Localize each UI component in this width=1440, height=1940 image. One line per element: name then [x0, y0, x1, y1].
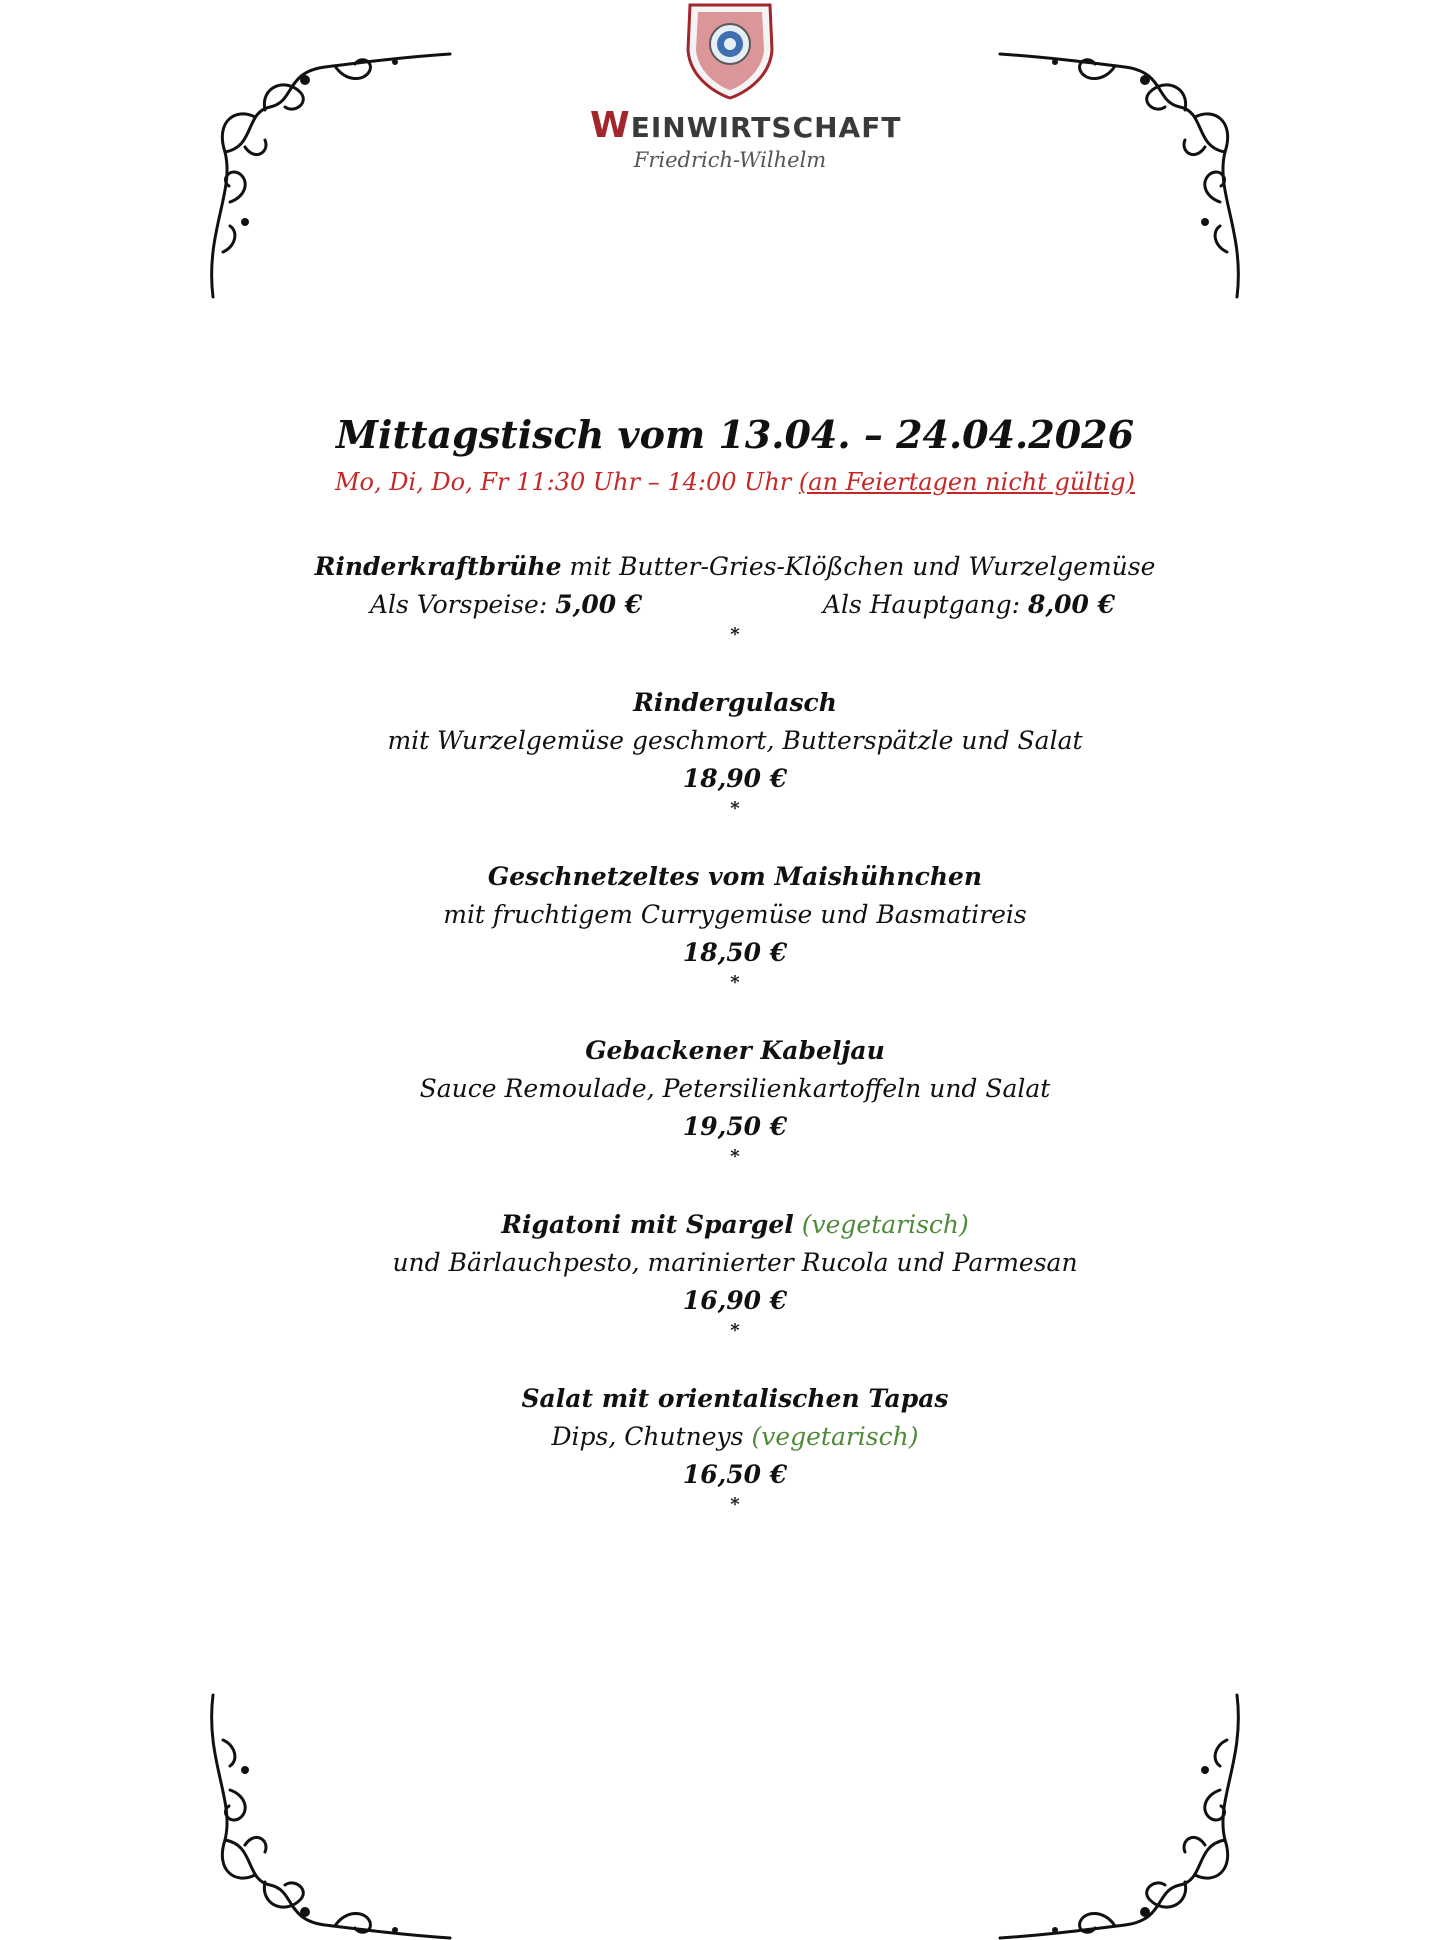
opening-hours [220, 464, 1250, 500]
dish-price: 18,50 € [682, 938, 788, 967]
holiday-note: (an Feiertagen nicht gültig) [798, 468, 1136, 496]
separator-star: * [730, 972, 740, 993]
main-label: Als Hauptgang: [822, 590, 1021, 619]
dish-name: Rindergulasch [633, 688, 837, 717]
separator-star: * [730, 1494, 740, 1515]
dish-description: und Bärlauchpesto, marinierter Rucola und Parmesan [392, 1248, 1078, 1277]
main-price: 8,00 € [1028, 590, 1115, 619]
dish-name: Rigatoni mit Spargel [501, 1210, 794, 1239]
dish-name: Salat mit orientalischen Tapas [521, 1384, 949, 1413]
menu-item [220, 1032, 1250, 1168]
brand-subtitle: Friedrich-Wilhelm [633, 148, 827, 172]
dish-title-line [220, 1206, 1250, 1244]
separator-star: * [730, 624, 740, 645]
starter-price: 5,00 € [555, 590, 643, 619]
dish-price: 19,50 € [682, 1112, 788, 1141]
dish-name: Gebackener Kabeljau [585, 1036, 885, 1065]
dish-name: Geschnetzeltes vom Maishühnchen [487, 862, 983, 891]
dish-price: 16,50 € [682, 1460, 788, 1489]
starter-price-group [370, 586, 642, 624]
dish-name: Rinderkraftbrühe [314, 552, 562, 581]
dish-price: 16,90 € [682, 1286, 788, 1315]
brand-name [590, 105, 902, 146]
menu-item [220, 1206, 1250, 1342]
vegetarian-tag: (vegetarisch) [801, 1210, 969, 1239]
separator-star: * [730, 1146, 740, 1167]
menu-item [220, 858, 1250, 994]
vegetarian-tag: (vegetarisch) [751, 1422, 919, 1451]
starter-label: Als Vorspeise: [370, 590, 548, 619]
brand-rest: EINWIRTSCHAFT [630, 111, 902, 144]
menu-item [220, 1380, 1250, 1516]
menu-content [220, 410, 1250, 1516]
restaurant-logo [590, 0, 902, 190]
soup-item [220, 548, 1250, 646]
opening-hours-text: Mo, Di, Do, Fr 11:30 Uhr – 14:00 Uhr [334, 468, 792, 496]
menu-title: Mittagstisch vom 13.04. – 24.04.2026 [335, 412, 1135, 457]
dish-description: mit Butter-Gries-Klößchen und Wurzelgemüse [569, 552, 1156, 581]
crest-icon [680, 0, 780, 100]
corner-ornament-bottom-right [995, 1690, 1245, 1940]
brand-initial: W [590, 105, 631, 146]
corner-ornament-bottom-left [205, 1690, 455, 1940]
dish-description: Dips, Chutneys [551, 1422, 744, 1451]
corner-ornament-top-right [995, 52, 1245, 302]
soup-prices [220, 586, 1250, 624]
main-price-group [823, 586, 1115, 624]
dish-price: 18,90 € [682, 764, 788, 793]
corner-ornament-top-left [205, 52, 455, 302]
dish-description: mit fruchtigem Currygemüse und Basmatireis [443, 900, 1027, 929]
menu-item [220, 684, 1250, 820]
separator-star: * [730, 1320, 740, 1341]
separator-star: * [730, 798, 740, 819]
dish-description: mit Wurzelgemüse geschmort, Butterspätzle und Salat [387, 726, 1083, 755]
dish-description: Sauce Remoulade, Petersilienkartoffeln und Salat [419, 1074, 1051, 1103]
soup-line [220, 548, 1250, 586]
dish-description-line [220, 1418, 1250, 1456]
